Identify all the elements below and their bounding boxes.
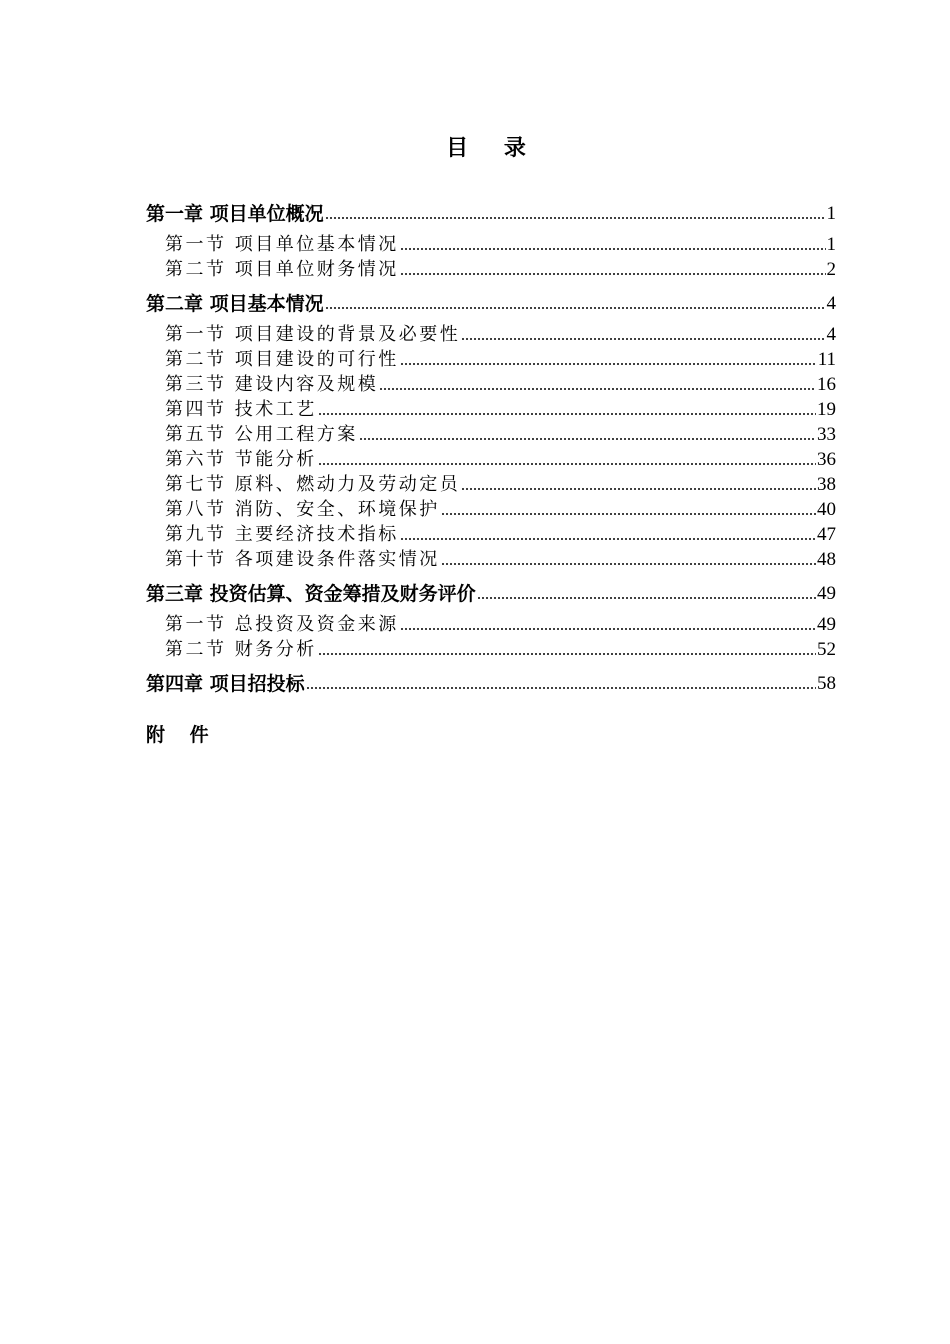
toc-page-number: 19 [817, 399, 836, 420]
toc-page-number: 38 [817, 474, 836, 495]
toc-chapter-2[interactable] [146, 287, 836, 315]
toc-page-number: 11 [817, 349, 836, 370]
toc-entry-text: 第四节 技术工艺 [165, 399, 317, 420]
toc-chapter-4[interactable] [146, 667, 836, 695]
toc-section-2-3[interactable] [146, 371, 836, 396]
toc-dot-leader [306, 686, 816, 690]
toc-section-1-2[interactable] [146, 256, 836, 281]
toc-section-2-9[interactable] [146, 521, 836, 546]
toc-page-number: 2 [826, 259, 836, 280]
toc-dot-leader [441, 562, 816, 566]
toc-dot-leader [325, 306, 826, 310]
toc-page-number: 47 [817, 524, 836, 545]
toc-chapter-3[interactable] [146, 577, 836, 605]
toc-dot-leader [461, 337, 825, 341]
toc-dot-leader [400, 627, 816, 631]
toc-dot-leader [461, 487, 816, 491]
toc-dot-leader [325, 216, 826, 220]
toc-entry-text: 第三章 投资估算、资金筹措及财务评价 [146, 583, 476, 605]
toc-dot-leader [359, 437, 816, 441]
toc-entry-text: 第一节 总投资及资金来源 [165, 614, 399, 635]
toc-dot-leader [318, 652, 816, 656]
toc-chapter-1[interactable] [146, 197, 836, 225]
toc-section-2-4[interactable] [146, 396, 836, 421]
toc-page-number: 40 [817, 499, 836, 520]
toc-section-2-7[interactable] [146, 471, 836, 496]
toc-entry-text: 第一章 项目单位概况 [146, 203, 324, 225]
toc-entry-text: 第二节 财务分析 [165, 639, 317, 660]
toc-page-number: 49 [817, 614, 836, 635]
appendix-heading[interactable]: 附 件 [146, 724, 218, 746]
toc-page-number: 58 [817, 673, 836, 694]
toc-section-2-6[interactable] [146, 446, 836, 471]
toc-entry-text: 第九节 主要经济技术指标 [165, 524, 399, 545]
toc-entry-text: 第五节 公用工程方案 [165, 424, 358, 445]
toc-page-number: 48 [817, 549, 836, 570]
toc-entry-text: 第六节 节能分析 [165, 449, 317, 470]
toc-entry-text: 第三节 建设内容及规模 [165, 374, 379, 395]
toc-section-3-2[interactable] [146, 636, 836, 661]
toc-page-number: 49 [817, 583, 836, 604]
toc-entry-text: 第四章 项目招投标 [146, 673, 305, 695]
toc-section-2-10[interactable] [146, 546, 836, 571]
toc-page-number: 1 [826, 203, 836, 224]
toc-dot-leader [400, 537, 816, 541]
toc-dot-leader [400, 272, 826, 276]
toc-page-number: 4 [826, 293, 836, 314]
toc-dot-leader [379, 387, 816, 391]
toc-section-2-2[interactable] [146, 346, 836, 371]
toc-dot-leader [400, 362, 817, 366]
toc-dot-leader [441, 512, 816, 516]
toc-section-2-1[interactable] [146, 321, 836, 346]
toc-page-number: 4 [826, 324, 836, 345]
toc-page-number: 36 [817, 449, 836, 470]
toc-section-3-1[interactable] [146, 611, 836, 636]
toc-section-2-8[interactable] [146, 496, 836, 521]
toc-entry-text: 第七节 原料、燃动力及劳动定员 [165, 474, 461, 495]
toc-title: 目 录 [446, 136, 540, 161]
toc-page-number: 1 [826, 234, 836, 255]
toc-entry-text: 第二节 项目单位财务情况 [165, 259, 399, 280]
toc-page-number: 33 [817, 424, 836, 445]
toc-section-1-1[interactable] [146, 231, 836, 256]
table-of-contents [146, 197, 836, 695]
toc-entry-text: 第八节 消防、安全、环境保护 [165, 499, 440, 520]
toc-entry-text: 第二节 项目建设的可行性 [165, 349, 399, 370]
toc-page-number: 52 [817, 639, 836, 660]
toc-dot-leader [477, 596, 816, 600]
toc-entry-text: 第二章 项目基本情况 [146, 293, 324, 315]
toc-entry-text: 第一节 项目建设的背景及必要性 [165, 324, 461, 345]
toc-section-2-5[interactable] [146, 421, 836, 446]
toc-entry-text: 第十节 各项建设条件落实情况 [165, 549, 440, 570]
toc-dot-leader [318, 412, 816, 416]
toc-dot-leader [318, 462, 816, 466]
toc-page-number: 16 [817, 374, 836, 395]
toc-entry-text: 第一节 项目单位基本情况 [165, 234, 399, 255]
toc-dot-leader [400, 247, 826, 251]
